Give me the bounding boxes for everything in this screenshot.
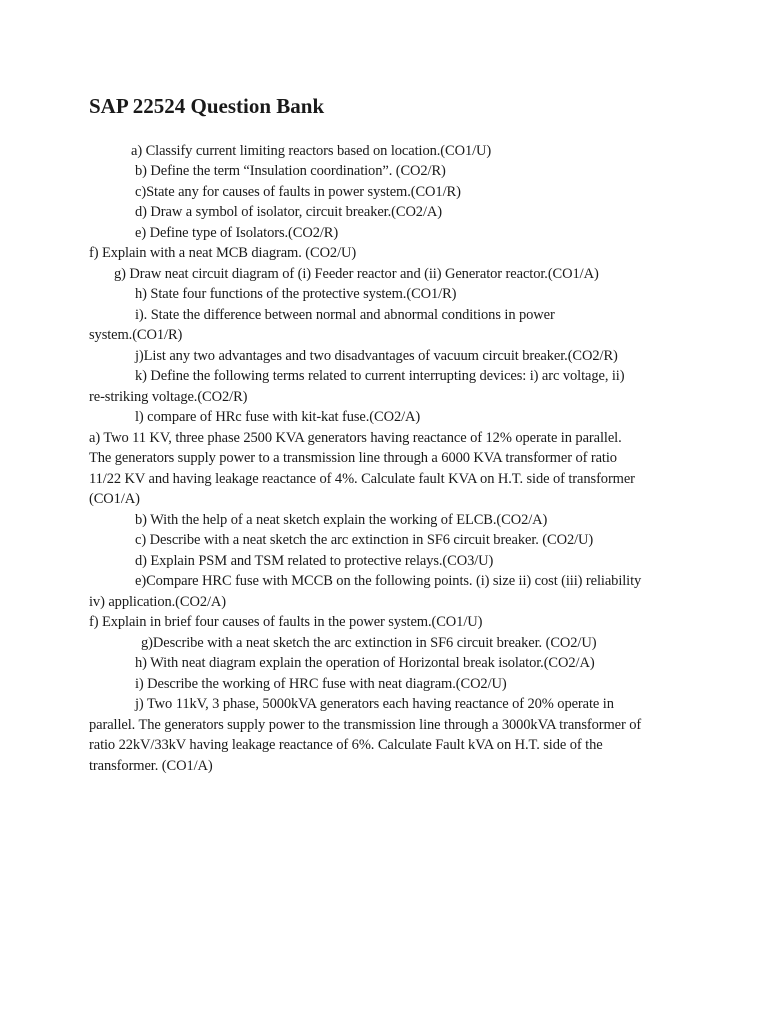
question-line: g) Draw neat circuit diagram of (i) Feeder reactor and (ii) Generator reactor.(CO1/A) xyxy=(114,266,599,282)
question-line: ratio 22kV/33kV having leakage reactance of 6%. Calculate Fault kVA on H.T. side of the xyxy=(89,737,603,753)
question-line: (CO1/A) xyxy=(89,491,140,507)
question-line: system.(CO1/R) xyxy=(89,327,183,343)
question-line: 11/22 KV and having leakage reactance of 4%. Calculate fault KVA on H.T. side of transformer xyxy=(89,471,635,487)
question-line: i). State the difference between normal and abnormal conditions in power xyxy=(135,307,555,323)
question-line: g)Describe with a neat sketch the arc extinction in SF6 circuit breaker. (CO2/U) xyxy=(141,635,597,651)
question-line: j)List any two advantages and two disadvantages of vacuum circuit breaker.(CO2/R) xyxy=(135,348,618,364)
question-line: i) Describe the working of HRC fuse with neat diagram.(CO2/U) xyxy=(135,676,507,692)
question-line: b) Define the term “Insulation coordination”. (CO2/R) xyxy=(135,163,446,179)
question-line: The generators supply power to a transmission line through a 6000 KVA transformer of ratio xyxy=(89,450,617,466)
question-line: e) Define type of Isolators.(CO2/R) xyxy=(135,225,339,241)
question-line: h) With neat diagram explain the operation of Horizontal break isolator.(CO2/A) xyxy=(135,655,595,671)
question-line: transformer. (CO1/A) xyxy=(89,758,213,774)
question-line: f) Explain with a neat MCB diagram. (CO2/U) xyxy=(89,245,357,261)
question-line: e)Compare HRC fuse with MCCB on the following points. (i) size ii) cost (iii) reliability xyxy=(135,573,642,589)
question-line: a) Classify current limiting reactors based on location.(CO1/U) xyxy=(131,143,492,159)
question-line: d) Explain PSM and TSM related to protective relays.(CO3/U) xyxy=(135,553,494,569)
question-line: a) Two 11 KV, three phase 2500 KVA generators having reactance of 12% operate in parallel. xyxy=(89,430,622,446)
question-line: c) Describe with a neat sketch the arc extinction in SF6 circuit breaker. (CO2/U) xyxy=(135,532,594,548)
question-line: f) Explain in brief four causes of faults in the power system.(CO1/U) xyxy=(89,614,483,630)
question-line: b) With the help of a neat sketch explain the working of ELCB.(CO2/A) xyxy=(135,512,548,528)
question-line: parallel. The generators supply power to the transmission line through a 3000kVA transformer of xyxy=(89,717,642,733)
question-line: c)State any for causes of faults in power system.(CO1/R) xyxy=(135,184,461,200)
question-line: d) Draw a symbol of isolator, circuit breaker.(CO2/A) xyxy=(135,204,442,220)
question-line: h) State four functions of the protective system.(CO1/R) xyxy=(135,286,457,302)
question-line: re-striking voltage.(CO2/R) xyxy=(89,389,248,405)
question-line: j) Two 11kV, 3 phase, 5000kVA generators each having reactance of 20% operate in xyxy=(135,696,614,712)
question-line: l) compare of HRc fuse with kit-kat fuse.(CO2/A) xyxy=(135,409,421,425)
document-title: SAP 22524 Question Bank xyxy=(89,94,325,118)
question-line: k) Define the following terms related to current interrupting devices: i) arc voltage, ii) xyxy=(135,368,625,384)
question-line: iv) application.(CO2/A) xyxy=(89,594,227,610)
